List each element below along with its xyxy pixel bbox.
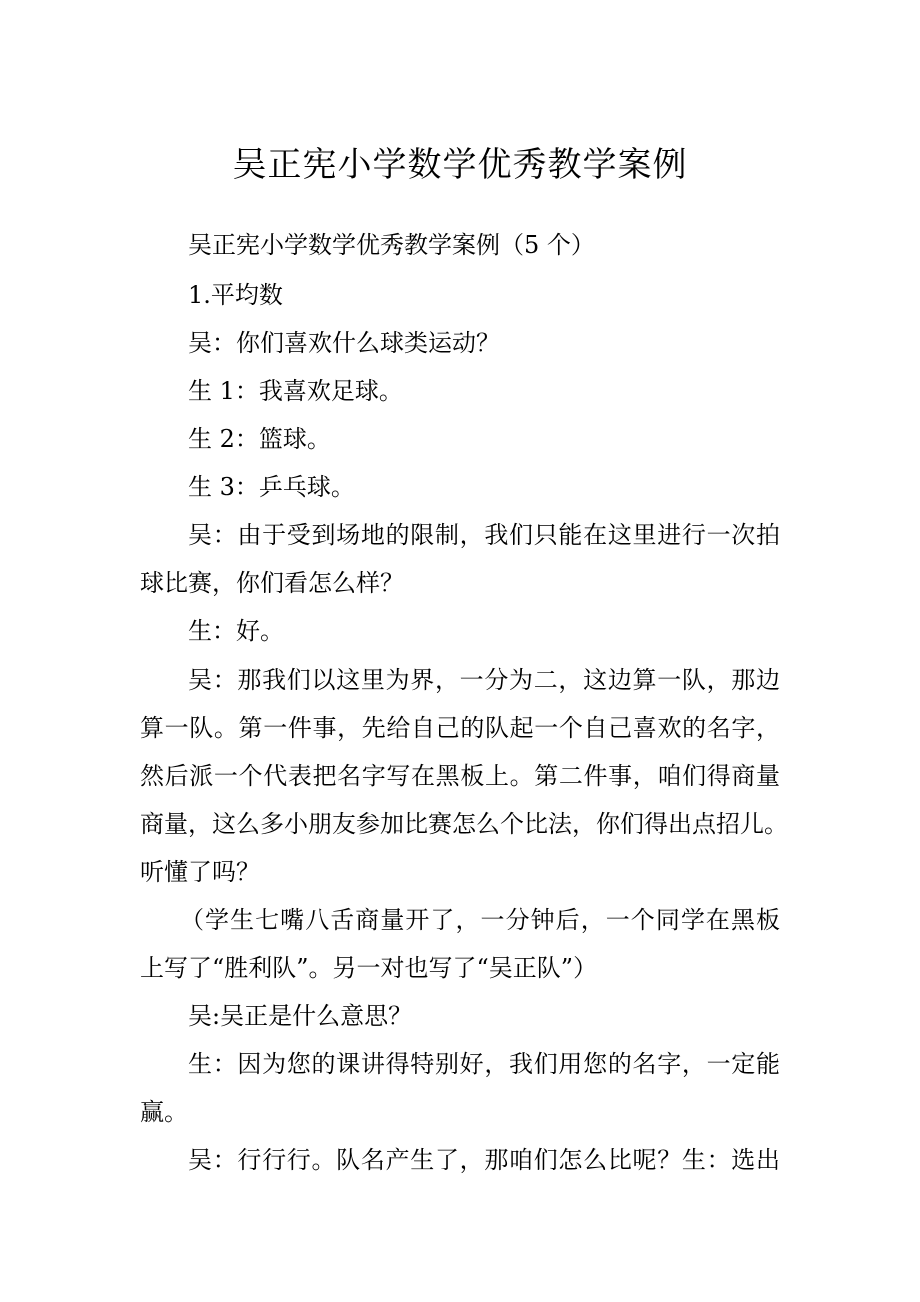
paragraph-line: 吴：那我们以这里为界，一分为二，这边算一队，那边 [188,666,780,694]
paragraph-line: 球比赛，你们看怎么样？ [140,569,404,597]
paragraph-line: 吴正宪小学数学优秀教学案例（5 个） [188,231,595,259]
paragraph-line: （学生七嘴八舌商量开了，一分钟后，一个同学在黑板 [180,906,780,934]
paragraph-line: 1.平均数 [188,281,283,309]
paragraph-line: 生：好。 [188,617,284,645]
paragraph-line: 生：因为您的课讲得特别好，我们用您的名字，一定能 [188,1050,780,1078]
paragraph-line: 吴：行行行。队名产生了，那咱们怎么比呢？生：选出 [188,1146,780,1174]
paragraph-line: 赢。 [140,1098,188,1126]
paragraph-line: 吴：你们喜欢什么球类运动？ [188,329,500,357]
paragraph-line: 生 2：篮球。 [188,425,331,453]
paragraph-line: 吴：由于受到场地的限制，我们只能在这里进行一次拍 [188,521,780,549]
paragraph-line: 上写了“胜利队”。另一对也写了“吴正队”） [140,954,598,982]
paragraph-line: 听懂了吗？ [140,858,260,886]
paragraph-line: 商量，这么多小朋友参加比赛怎么个比法，你们得出点招儿。 [140,810,788,838]
paragraph-line: 然后派一个代表把名字写在黑板上。第二件事，咱们得商量 [140,762,780,790]
paragraph-line: 吴:吴正是什么意思？ [188,1002,413,1030]
paragraph-line: 生 1：我喜欢足球。 [188,377,403,405]
document-title: 吴正宪小学数学优秀教学案例 [232,145,688,185]
paragraph-line: 生 3：乒乓球。 [188,473,355,501]
paragraph-line: 算一队。第一件事，先给自己的队起一个自己喜欢的名字， [140,714,780,742]
